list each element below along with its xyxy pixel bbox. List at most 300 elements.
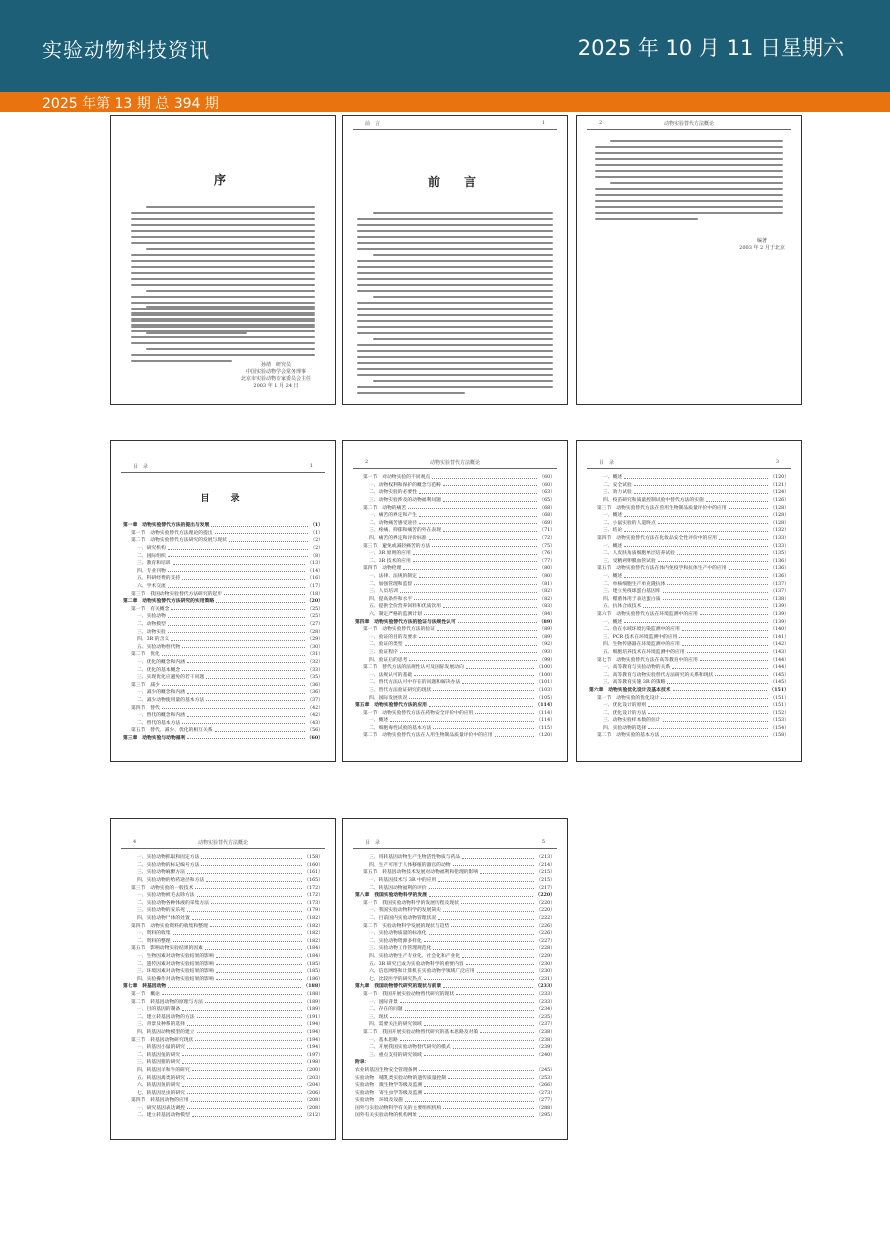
toc-entry[interactable] bbox=[355, 891, 555, 899]
toc-entry[interactable] bbox=[355, 967, 555, 975]
toc-leader-dots bbox=[451, 923, 534, 927]
toc-entry[interactable] bbox=[355, 1005, 555, 1013]
toc-page-number: （135） bbox=[770, 551, 789, 557]
toc-entry[interactable] bbox=[355, 990, 555, 998]
toc-entry-title: 三、用转基因动物生产生物活性物质与药品 bbox=[369, 855, 461, 861]
toc-entry-title: 四、疫苗研究和质量控制试验中替代方法的实施 bbox=[603, 498, 704, 504]
toc-entry[interactable] bbox=[123, 665, 323, 673]
toc-entry[interactable] bbox=[589, 632, 789, 640]
text-line bbox=[595, 176, 783, 178]
toc-entry[interactable] bbox=[123, 673, 323, 681]
page-thumbnail-foreword[interactable] bbox=[342, 115, 568, 405]
toc-leader-dots bbox=[229, 538, 308, 542]
toc-entry[interactable] bbox=[355, 610, 555, 618]
toc-entry[interactable] bbox=[123, 937, 323, 945]
toc-entry[interactable] bbox=[355, 557, 555, 565]
toc-entry[interactable] bbox=[589, 481, 789, 489]
toc-entry-title: 第三节 我国动物实验替代方法研究的起步 bbox=[131, 591, 223, 597]
text-line bbox=[131, 278, 315, 280]
toc-entry[interactable] bbox=[355, 655, 555, 663]
page-thumbnail-preface[interactable] bbox=[110, 115, 336, 405]
toc-entry[interactable] bbox=[355, 975, 555, 983]
toc-entry[interactable] bbox=[589, 511, 789, 519]
toc-entry-title: 一、法律、法规的制定 bbox=[369, 574, 417, 580]
text-line bbox=[131, 354, 315, 356]
toc-entry[interactable] bbox=[123, 975, 323, 983]
toc-entry-title: 二、实验动物资源多样化 bbox=[369, 938, 422, 944]
toc-leader-dots bbox=[673, 687, 768, 691]
toc-entry[interactable] bbox=[355, 693, 555, 701]
toc-entry[interactable] bbox=[123, 1081, 323, 1089]
text-line bbox=[610, 182, 783, 184]
toc-page-number: （101） bbox=[536, 680, 555, 686]
toc-page-number: （28） bbox=[307, 629, 323, 635]
toc-entry[interactable] bbox=[589, 473, 789, 481]
toc-page-number: （144） bbox=[770, 657, 789, 663]
toc-leader-dots bbox=[661, 733, 768, 737]
toc-entry-title: 三、转基因猪的研究 bbox=[137, 1060, 181, 1066]
toc-entry[interactable] bbox=[355, 868, 555, 876]
toc-entry[interactable] bbox=[355, 1073, 555, 1081]
toc-leader-dots bbox=[224, 591, 305, 595]
toc-entry-title: 二、遗传因素对动物实验结果的影响 bbox=[137, 961, 214, 967]
running-header-title: 动物实验替代方法概论 bbox=[197, 840, 248, 846]
toc-entry[interactable] bbox=[123, 861, 323, 869]
text-line bbox=[131, 324, 315, 326]
toc-entry[interactable] bbox=[123, 521, 323, 529]
toc-entry[interactable] bbox=[123, 1104, 323, 1112]
toc-entry[interactable] bbox=[589, 579, 789, 587]
toc-entry[interactable] bbox=[355, 526, 555, 534]
toc-entry-title: 四、专业刊物 bbox=[137, 568, 166, 574]
toc-entry-title: 二、建立转基因动物模型 bbox=[137, 1113, 190, 1119]
toc-entry[interactable] bbox=[123, 703, 323, 711]
toc-entry[interactable] bbox=[589, 610, 789, 618]
toc-leader-dots bbox=[182, 720, 305, 724]
toc-entry[interactable] bbox=[355, 921, 555, 929]
toc-leader-dots bbox=[187, 1105, 302, 1109]
toc-entry[interactable] bbox=[355, 579, 555, 587]
toc-entry[interactable] bbox=[123, 1096, 323, 1104]
toc-entry[interactable] bbox=[123, 899, 323, 907]
toc-entry[interactable] bbox=[123, 574, 323, 582]
toc-entry-title: 一、验证的目的及要求 bbox=[369, 634, 417, 640]
toc-entry[interactable] bbox=[355, 716, 555, 724]
toc-leader-dots bbox=[173, 938, 303, 942]
toc-entry[interactable] bbox=[355, 640, 555, 648]
toc-entry[interactable] bbox=[355, 906, 555, 914]
toc-entry-title: 三、效力试验 bbox=[603, 490, 632, 496]
toc-page-number: （240） bbox=[536, 1052, 555, 1058]
page-thumbnail-toc-1[interactable] bbox=[110, 440, 336, 762]
toc-entry[interactable] bbox=[355, 473, 555, 481]
toc-entry[interactable] bbox=[123, 612, 323, 620]
running-header-title: 目 录 bbox=[365, 840, 381, 846]
toc-entry[interactable] bbox=[355, 663, 555, 671]
toc-entry[interactable] bbox=[123, 726, 323, 734]
toc-entry[interactable] bbox=[589, 693, 789, 701]
toc-entry[interactable] bbox=[355, 982, 555, 990]
toc-entry[interactable] bbox=[123, 1111, 323, 1119]
toc-entry[interactable] bbox=[123, 650, 323, 658]
toc-page-number: （99） bbox=[539, 657, 555, 663]
text-line bbox=[357, 308, 553, 310]
toc-entry[interactable] bbox=[123, 883, 323, 891]
toc-entry[interactable] bbox=[355, 678, 555, 686]
toc-entry[interactable] bbox=[123, 967, 323, 975]
toc-page-number: （238） bbox=[536, 1029, 555, 1035]
toc-entry[interactable] bbox=[589, 557, 789, 565]
toc-entry[interactable] bbox=[589, 526, 789, 534]
toc-entry[interactable] bbox=[355, 648, 555, 656]
toc-leader-dots bbox=[187, 1075, 302, 1079]
toc-entry[interactable] bbox=[355, 861, 555, 869]
toc-entry[interactable] bbox=[589, 595, 789, 603]
toc-entry[interactable] bbox=[589, 488, 789, 496]
toc-entry[interactable] bbox=[123, 627, 323, 635]
toc-entry[interactable] bbox=[355, 617, 555, 625]
toc-entry[interactable] bbox=[123, 1050, 323, 1058]
toc-leader-dots bbox=[687, 649, 769, 653]
toc-entry-title: 三、PCR 技术在环境监测中的应用 bbox=[603, 634, 678, 640]
toc-entry[interactable] bbox=[123, 597, 323, 605]
toc-entry[interactable] bbox=[589, 602, 789, 610]
toc-entry[interactable] bbox=[589, 663, 789, 671]
toc-entry[interactable] bbox=[589, 731, 789, 739]
toc-entry[interactable] bbox=[123, 696, 323, 704]
toc-entry[interactable] bbox=[355, 708, 555, 716]
toc-entry[interactable] bbox=[355, 1096, 555, 1104]
toc-page-number: （152） bbox=[770, 710, 789, 716]
toc-leader-dots bbox=[419, 513, 537, 517]
toc-entry-title: 第二节 动物实验替代方法研究的发展与现状 bbox=[131, 538, 227, 544]
toc-entry[interactable] bbox=[355, 937, 555, 945]
toc-entry[interactable] bbox=[589, 541, 789, 549]
toc-entry[interactable] bbox=[589, 724, 789, 732]
toc-page-number: （16） bbox=[307, 576, 323, 582]
toc-entry[interactable] bbox=[589, 564, 789, 572]
toc-entry[interactable] bbox=[355, 914, 555, 922]
toc-entry-title: 四、需要关注的研究领域 bbox=[369, 1022, 422, 1028]
toc-entry-title: 二、实验动物的标记编号方法 bbox=[137, 862, 200, 868]
toc-page-number: （230） bbox=[536, 969, 555, 975]
toc-entry[interactable] bbox=[355, 876, 555, 884]
toc-entry[interactable] bbox=[355, 670, 555, 678]
toc-leader-dots bbox=[672, 665, 768, 669]
toc-page-number: （222） bbox=[536, 916, 555, 922]
toc-entry[interactable] bbox=[123, 1005, 323, 1013]
toc-entry[interactable] bbox=[123, 929, 323, 937]
toc-entry[interactable] bbox=[355, 944, 555, 952]
toc-leader-dots bbox=[211, 900, 302, 904]
toc-entry[interactable] bbox=[355, 511, 555, 519]
toc-page-number: （189） bbox=[304, 1007, 323, 1013]
toc-entry[interactable] bbox=[123, 1035, 323, 1043]
toc-entry[interactable] bbox=[123, 605, 323, 613]
toc-entry-title: 国外与实验动物科学有关的主要组织机构 bbox=[355, 1105, 442, 1111]
toc-leader-dots bbox=[679, 634, 768, 638]
toc-entry[interactable] bbox=[589, 686, 789, 694]
toc-leader-dots bbox=[162, 682, 306, 686]
toc-entry[interactable] bbox=[589, 572, 789, 580]
toc-entry[interactable] bbox=[355, 1111, 555, 1119]
toc-page-number: （234） bbox=[536, 1007, 555, 1013]
toc-entry[interactable] bbox=[355, 952, 555, 960]
toc-entry[interactable] bbox=[123, 853, 323, 861]
toc-entry[interactable] bbox=[355, 595, 555, 603]
toc-entry-title: 三、人员培训 bbox=[369, 589, 398, 595]
toc-page-number: （141） bbox=[770, 634, 789, 640]
toc-page-number: （194） bbox=[304, 1037, 323, 1043]
toc-entry[interactable] bbox=[123, 982, 323, 990]
toc-entry[interactable] bbox=[355, 1043, 555, 1051]
text-line bbox=[131, 342, 315, 344]
toc-page-number: （14） bbox=[307, 568, 323, 574]
toc-entry[interactable] bbox=[355, 1104, 555, 1112]
toc-entry[interactable] bbox=[123, 658, 323, 666]
toc-page-number: （229） bbox=[536, 954, 555, 960]
toc-entry[interactable] bbox=[355, 488, 555, 496]
toc-entry[interactable] bbox=[355, 503, 555, 511]
toc-entry[interactable] bbox=[123, 582, 323, 590]
toc-entry[interactable] bbox=[355, 959, 555, 967]
toc-page-number: （37） bbox=[307, 697, 323, 703]
toc-entry-title: 三、教育和培训 bbox=[137, 561, 171, 567]
toc-page-number: （120） bbox=[770, 475, 789, 481]
toc-entry[interactable] bbox=[355, 686, 555, 694]
toc-entry[interactable] bbox=[355, 1066, 555, 1074]
toc-entry[interactable] bbox=[589, 617, 789, 625]
toc-entry[interactable] bbox=[355, 1020, 555, 1028]
text-line bbox=[146, 248, 315, 250]
toc-entry-title: 二、验证的类型 bbox=[369, 642, 403, 648]
toc-leader-dots bbox=[182, 1052, 302, 1056]
toc-entry[interactable] bbox=[355, 1050, 555, 1058]
toc-entry[interactable] bbox=[123, 876, 323, 884]
toc-entry-title: 一、转基因小鼠的研究 bbox=[137, 1045, 185, 1051]
toc-page-number: （128） bbox=[770, 513, 789, 519]
toc-entry-title: 一、国际背景 bbox=[369, 999, 398, 1005]
running-header-title: 动物实验替代方法概论 bbox=[663, 121, 714, 127]
toc-entry[interactable] bbox=[355, 701, 555, 709]
toc-entry[interactable] bbox=[123, 536, 323, 544]
toc-leader-dots bbox=[168, 622, 306, 626]
text-line bbox=[373, 254, 553, 256]
toc-entry-title: 一、资料的收集 bbox=[137, 931, 171, 937]
toc-entry[interactable] bbox=[589, 640, 789, 648]
toc-entry[interactable] bbox=[589, 519, 789, 527]
toc-entry-title: 三、高等教育实施 3R 的策略 bbox=[603, 680, 666, 686]
toc-leader-dots bbox=[201, 855, 302, 859]
toc-entry-title: 一、减少的概念和内涵 bbox=[137, 690, 185, 696]
toc-entry[interactable] bbox=[123, 1020, 323, 1028]
toc-leader-dots bbox=[390, 718, 534, 722]
toc-entry[interactable] bbox=[123, 990, 323, 998]
toc-page-number: （136） bbox=[770, 574, 789, 580]
toc-entry[interactable] bbox=[123, 1073, 323, 1081]
toc-entry[interactable] bbox=[589, 655, 789, 663]
toc-entry[interactable] bbox=[355, 724, 555, 732]
toc-entry[interactable] bbox=[123, 1028, 323, 1036]
toc-entry-title: 四、实验动物的选择 bbox=[603, 725, 647, 731]
toc-entry-title: 四、提高条件和水平 bbox=[369, 596, 413, 602]
toc-entry[interactable] bbox=[355, 549, 555, 557]
page-thumbnail-toc-2[interactable] bbox=[342, 440, 568, 762]
toc-entry-title: 一、痛苦的界定和产生 bbox=[369, 513, 417, 519]
toc-entry[interactable] bbox=[589, 625, 789, 633]
toc-entry[interactable] bbox=[355, 1081, 555, 1089]
toc-entry[interactable] bbox=[355, 1088, 555, 1096]
toc-entry[interactable] bbox=[355, 883, 555, 891]
toc-entry-title: 第七节 动物实验替代方法在高等教育中的应用 bbox=[597, 657, 698, 663]
toc-entry[interactable] bbox=[123, 1066, 323, 1074]
toc-entry[interactable] bbox=[123, 914, 323, 922]
toc-entry[interactable] bbox=[589, 534, 789, 542]
toc-page-number: （266） bbox=[536, 1083, 555, 1089]
toc-entry-title: 一、概述 bbox=[369, 718, 389, 724]
toc-entry[interactable] bbox=[355, 572, 555, 580]
toc-entry[interactable] bbox=[355, 997, 555, 1005]
toc-entry[interactable] bbox=[355, 632, 555, 640]
toc-entry[interactable] bbox=[355, 541, 555, 549]
toc-page-number: （137） bbox=[770, 589, 789, 595]
toc-entry[interactable] bbox=[123, 959, 323, 967]
toc-entry[interactable] bbox=[123, 1043, 323, 1051]
toc-entry[interactable] bbox=[123, 688, 323, 696]
toc-leader-dots bbox=[462, 954, 534, 958]
toc-leader-dots bbox=[187, 1090, 302, 1094]
toc-entry-title: 二、单核细胞生产单克隆抗体 bbox=[603, 581, 666, 587]
toc-entry[interactable] bbox=[355, 929, 555, 937]
toc-entry[interactable] bbox=[123, 680, 323, 688]
toc-entry[interactable] bbox=[589, 716, 789, 724]
toc-entry[interactable] bbox=[355, 853, 555, 861]
toc-entry[interactable] bbox=[123, 921, 323, 929]
toc-entry[interactable] bbox=[123, 589, 323, 597]
toc-entry-title: 一、概述 bbox=[603, 475, 623, 481]
toc-entry[interactable] bbox=[589, 701, 789, 709]
toc-leader-dots bbox=[206, 697, 305, 701]
toc-entry[interactable] bbox=[123, 734, 323, 742]
toc-entry[interactable] bbox=[355, 1035, 555, 1043]
toc-entry[interactable] bbox=[123, 551, 323, 559]
toc-leader-dots bbox=[429, 536, 538, 540]
toc-entry[interactable] bbox=[123, 997, 323, 1005]
toc-page-number: （203） bbox=[304, 1075, 323, 1081]
toc-entry[interactable] bbox=[123, 567, 323, 575]
page-thumbnail-toc-4[interactable] bbox=[110, 818, 336, 1140]
toc-page-number: （100） bbox=[536, 672, 555, 678]
toc-page-number: （220） bbox=[535, 892, 555, 899]
toc-entry[interactable] bbox=[589, 708, 789, 716]
toc-leader-dots bbox=[206, 675, 305, 679]
toc-entry[interactable] bbox=[123, 711, 323, 719]
toc-leader-dots bbox=[677, 551, 768, 555]
toc-page-number: （72） bbox=[539, 536, 555, 542]
toc-entry[interactable] bbox=[123, 1012, 323, 1020]
toc-entry[interactable] bbox=[123, 529, 323, 537]
toc-entry[interactable] bbox=[123, 1088, 323, 1096]
toc-entry[interactable] bbox=[355, 1028, 555, 1036]
toc-entry[interactable] bbox=[355, 564, 555, 572]
text-line bbox=[373, 212, 553, 214]
toc-page-number: （184） bbox=[304, 946, 323, 952]
toc-entry[interactable] bbox=[123, 643, 323, 651]
toc-entry-title: 第三节 转基因动物研究现状 bbox=[131, 1037, 194, 1043]
toc-entry[interactable] bbox=[589, 549, 789, 557]
toc-entry[interactable] bbox=[355, 899, 555, 907]
toc-leader-dots bbox=[168, 553, 309, 557]
toc-page-number: （33） bbox=[307, 667, 323, 673]
toc-leader-dots bbox=[205, 946, 302, 950]
toc-page-number: （17） bbox=[307, 584, 323, 590]
toc-entry[interactable] bbox=[123, 620, 323, 628]
toc-entry[interactable] bbox=[123, 544, 323, 552]
toc-entry[interactable] bbox=[355, 534, 555, 542]
toc-page-number: （115） bbox=[536, 725, 555, 731]
toc-entry-title: 第四节 动物实验替代方法在化妆品安全性评价中的应用 bbox=[597, 536, 717, 542]
toc-entry[interactable] bbox=[589, 678, 789, 686]
table-of-contents bbox=[123, 853, 323, 1119]
toc-leader-dots bbox=[409, 695, 534, 699]
toc-entry[interactable] bbox=[355, 1058, 555, 1066]
toc-page-number: （215） bbox=[536, 870, 555, 876]
toc-entry-title: 四、实验操作对动物实验结果的影响 bbox=[137, 976, 214, 982]
toc-entry[interactable] bbox=[355, 519, 555, 527]
toc-entry[interactable] bbox=[355, 496, 555, 504]
toc-entry-title: 三、受精鸡卵膜血管试验 bbox=[603, 558, 656, 564]
toc-entry[interactable] bbox=[355, 602, 555, 610]
toc-leader-dots bbox=[480, 870, 534, 874]
toc-entry[interactable] bbox=[123, 559, 323, 567]
toc-entry[interactable] bbox=[123, 635, 323, 643]
toc-leader-dots bbox=[216, 599, 305, 603]
toc-entry[interactable] bbox=[355, 1012, 555, 1020]
toc-entry[interactable] bbox=[589, 670, 789, 678]
toc-entry[interactable] bbox=[355, 587, 555, 595]
toc-entry[interactable] bbox=[123, 906, 323, 914]
toc-entry[interactable] bbox=[589, 496, 789, 504]
toc-entry[interactable] bbox=[589, 587, 789, 595]
toc-page-number: （151） bbox=[770, 703, 789, 709]
text-line bbox=[357, 362, 553, 364]
toc-entry[interactable] bbox=[589, 503, 789, 511]
toc-entry[interactable] bbox=[123, 868, 323, 876]
toc-page-number: （83） bbox=[539, 604, 555, 610]
toc-page-number: （227） bbox=[536, 938, 555, 944]
toc-entry[interactable] bbox=[123, 944, 323, 952]
text-line bbox=[357, 386, 553, 388]
page-thumbnail-toc-3[interactable] bbox=[576, 440, 802, 762]
page-thumbnail-foreword-cont[interactable] bbox=[576, 115, 802, 405]
toc-entry[interactable] bbox=[355, 625, 555, 633]
toc-entry-title: 第一节 动物实验替代方法的验证 bbox=[363, 627, 435, 633]
toc-entry[interactable] bbox=[355, 731, 555, 739]
text-line bbox=[595, 170, 783, 172]
toc-entry-title: 三、现状 bbox=[369, 1014, 389, 1020]
text-line bbox=[595, 212, 783, 214]
toc-entry[interactable] bbox=[589, 648, 789, 656]
toc-entry[interactable] bbox=[123, 891, 323, 899]
running-header-title: 前 言 bbox=[365, 121, 381, 127]
page-thumbnail-toc-5[interactable] bbox=[342, 818, 568, 1140]
toc-entry[interactable] bbox=[355, 481, 555, 489]
toc-entry-title: 第四节 动物伦理 bbox=[363, 566, 402, 572]
toc-entry[interactable] bbox=[123, 1058, 323, 1066]
toc-entry[interactable] bbox=[123, 718, 323, 726]
toc-entry[interactable] bbox=[123, 952, 323, 960]
toc-page-number: （197） bbox=[304, 1052, 323, 1058]
